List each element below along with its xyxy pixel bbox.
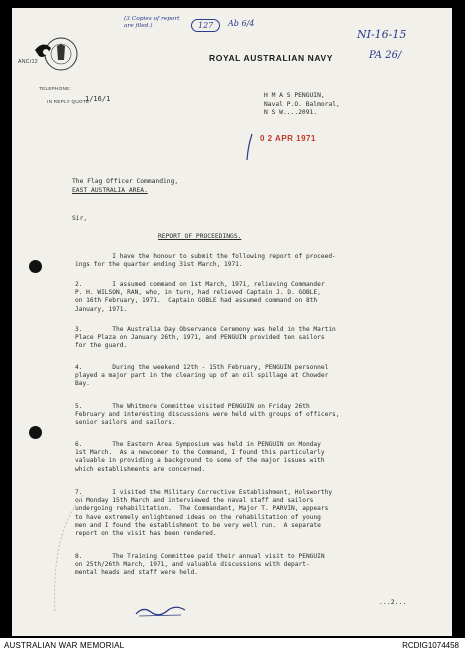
- circled-folio-number: 127: [191, 19, 220, 32]
- reply-quote-label: IN REPLY QUOTE: [47, 99, 90, 104]
- address-line: N S W....2091.: [264, 109, 318, 117]
- punch-hole: [29, 260, 42, 273]
- paragraph-8: 8. The Training Committee paid their annual visit to PENGUIN on 25th/26th March, 1971, and valuable discussions with depart- mental heads and staff were held.: [75, 553, 325, 577]
- file-reference-annotation: NI-16-15: [357, 28, 407, 41]
- paragraph-7: 7. I visited the Military Corrective Establishment, Holsworthy on Monday 15th March and interviewed the naval staff and sailors undergoing rehabilitation. The Commandant, Major T. PARVIN, appears to have extremely enlightened ideas on the rehabilitation of young men and I found the establishment to be very well run. A separate report on the visit has been rendered.: [75, 489, 333, 538]
- salutation: Sir,: [72, 215, 88, 222]
- address-line: H M A S PENGUIN,: [264, 92, 325, 99]
- archive-footer: [0, 638, 465, 653]
- footer-source: AUSTRALIAN WAR MEMORIAL: [4, 641, 125, 650]
- document-reference-annotation: PA 26/: [369, 50, 402, 61]
- navy-crest-logo: [31, 30, 81, 80]
- address-line: Naval P.O. Balmoral,: [264, 100, 340, 108]
- paragraph-5: 5. The Whitmore Committee visited PENGUIN on Friday 26th February and interesting discussions were held with groups of officers, senior sailors and sailors.: [75, 403, 340, 427]
- footer-record-id: RCDIG1074458: [402, 641, 459, 650]
- page-continuation: ...2...: [379, 598, 407, 606]
- received-date-stamp: 0 2 APR 1971: [260, 134, 316, 143]
- recipient-line: EAST AUSTRALIA AREA.: [72, 186, 148, 194]
- paragraph-6: 6. The Eastern Area Symposium was held in PENGUIN on Monday 1st March. As a newcomer to the Command, I found this particularly valuable in providing a background to some of the major issues with which establishments are concerned.: [75, 441, 325, 473]
- recipient-address: [72, 178, 178, 195]
- initials-annotation: Ab 6/4: [228, 19, 255, 28]
- paragraph-4: 4. During the weekend 12th - 15th February, PENGUIN personnel played a major part in the clearing up of an oil spillage at Chowder Bay.: [75, 364, 329, 388]
- organisation-title: ROYAL AUSTRALIAN NAVY: [209, 53, 334, 63]
- form-code: ANC/12: [18, 59, 38, 65]
- faint-stamp-mark: [47, 493, 87, 613]
- paragraph-3: 3. The Australia Day Observance Ceremony was held in the Martin Place Plaza on January 26th, 1971, and PENGUIN provided ten sailors for the guard.: [75, 326, 336, 350]
- paragraph-2: 2. I assumed command on 1st March, 1971, relieving Commander P. H. WILSON, RAN, who, in turn, had relieved Captain J. D. GOBLE, on 16th February, 1971. Captain GOBLE had assumed command on 8th January, 1971.: [75, 281, 325, 313]
- recipient-line: The Flag Officer Commanding,: [72, 178, 179, 185]
- pen-mark: [242, 132, 258, 162]
- reply-quote-reference: 1/16/1: [85, 95, 111, 103]
- telephone-label: TELEPHONE:: [39, 86, 72, 91]
- sender-address: [264, 92, 340, 118]
- paragraph-1: I have the honour to submit the following report of proceed- ings for the quarter ending 31st March, 1971.: [75, 253, 336, 269]
- punch-hole: [29, 426, 42, 439]
- subject-heading: REPORT OF PROCEEDINGS.: [158, 233, 242, 240]
- document-page: [12, 8, 452, 636]
- signature: [133, 602, 193, 620]
- copies-annotation: (3 Copies of report are filed.): [124, 16, 180, 29]
